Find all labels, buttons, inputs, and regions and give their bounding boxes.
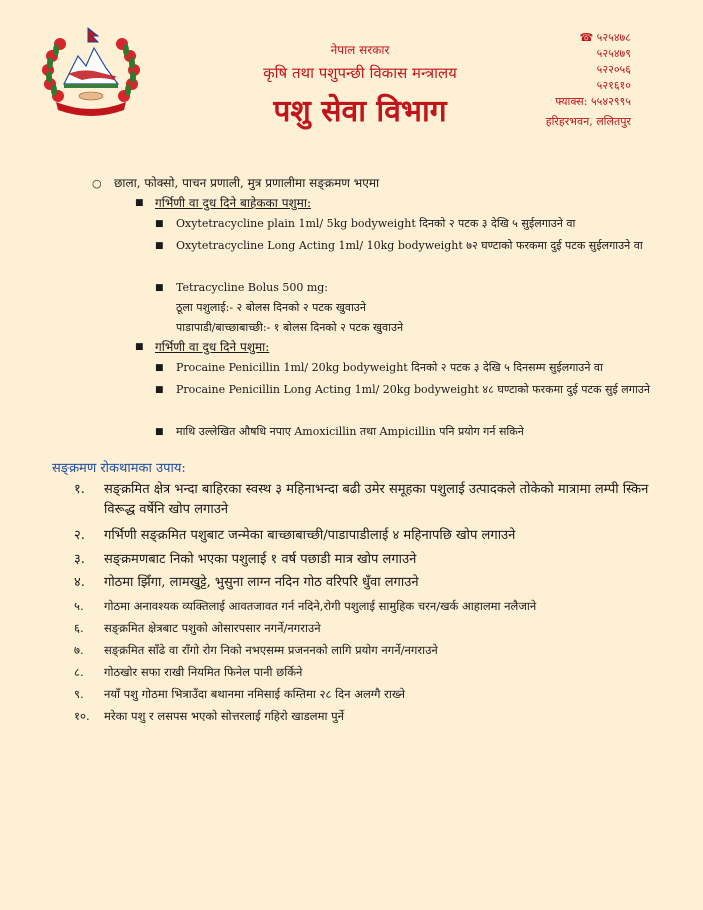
prevention-item: ९. नयाँ पशु गोठमा भित्राउँदा बथानमा नमिसाई कम्तिमा २८ दिन अलग्गै राख्ने — [74, 687, 406, 701]
prevention-item: ७. सङ्‌क्रमित साँढे वा राँगो रोग निको नभएसम्म प्रजननको लागि प्रयोग नगर्ने/नगराउने — [74, 643, 438, 657]
fax-label: फ्याक्स: — [555, 95, 588, 108]
contact-block — [546, 30, 631, 130]
ministry-name: कृषि तथा पशुपन्छी विकास मन्त्रालय — [263, 64, 457, 82]
fax-row — [546, 94, 631, 110]
square-bullet-icon: ■ — [155, 283, 164, 293]
square-bullet-icon: ■ — [135, 198, 144, 208]
list-item: ■ Procaine Penicillin Long Acting 1ml/ 20kg bodyweight ४८ घण्टाको फरकमा दुई पटक सुई लगाउने — [155, 380, 670, 400]
prevention-item: ५. गोठमा अनावश्यक व्यक्तिलाई आवतजावत गर्न नदिने,रोगी पशुलाई सामुहिक चरन/खर्क आहालमा नलैजाने — [74, 599, 537, 613]
office-address: हरिहरभवन, ललितपुर — [545, 115, 631, 128]
list-item-bolus: ■ Tetracycline Bolus 500 mg: ठूला पशुलाई:- २ बोलस दिनको २ पटक खुवाउने पाडापाडी/बाच्छाबाच्छी:- १ बोलस दिनको २ पटक खुवाउने — [155, 278, 670, 338]
square-bullet-icon: ■ — [135, 342, 144, 352]
square-bullet-icon: ■ — [155, 385, 164, 395]
list-item: ■ माथि उल्लेखित औषधि नपाए Amoxicillin तथा Ampicillin पनि प्रयोग गर्न सकिने — [155, 422, 670, 442]
prevention-item: ६. सङ्‌क्रमित क्षेत्रबाट पशुको ओसारपसार नगर्ने/नगराउने — [74, 621, 321, 635]
square-bullet-icon: ■ — [155, 219, 164, 229]
square-bullet-icon: ■ — [155, 363, 164, 373]
prevention-item: १०. मरेका पशु र लसपस भएको सोत्तरलाई गहिरो खाडलमा पुर्ने — [74, 709, 344, 723]
letterhead-title — [200, 40, 520, 134]
list-item: ■ Procaine Penicillin 1ml/ 20kg bodyweight दिनको २ पटक ३ देखि ५ दिनसम्म सुईलगाउने वा — [155, 358, 670, 378]
square-bullet-icon: ■ — [155, 427, 164, 437]
phone-number: ५२१६१० — [596, 79, 631, 92]
prevention-item: २. गर्भिणी सङ्‌क्रमित पशुबाट जन्मेका बाच्छाबाच्छी/पाडापाडीलाई ४ महिनापछि खोप लगाउने — [74, 528, 516, 543]
phone-number: ५२२०५६ — [596, 63, 631, 76]
prevention-item: ४. गोठमा झिँगा, लामखुट्टे, भुसुना लाग्न नदिन गोठ वरिपरि धुँवा लगाउने — [74, 575, 419, 590]
department-name: पशु सेवा विभाग — [273, 94, 447, 129]
prevention-item: ३. सङ्‌क्रमणबाट निको भएका पशुलाई १ वर्ष पछाडी मात्र खोप लगाउने — [74, 552, 417, 567]
prevention-title: सङ्‌क्रमण रोकथामका उपाय: — [52, 461, 186, 476]
list-item: ■ Oxytetracycline Long Acting 1ml/ 10kg bodyweight ७२ घण्टाको फरकमा दुई पटक सुईलगाउने वा — [155, 236, 670, 256]
group2-heading: ■ गर्भिणी वा दुध दिने पशुमा: — [135, 340, 270, 354]
phone-icon: ☎ — [579, 31, 594, 44]
circle-bullet-icon: ○ — [92, 177, 102, 190]
phone-number: ५२५४७८ — [596, 31, 631, 44]
list-item: ■ Oxytetracycline plain 1ml/ 5kg bodyweight दिनको २ पटक ३ देखि ५ सुईलगाउने वा — [155, 214, 670, 234]
phone-number: ५२५४७९ — [596, 47, 631, 60]
prevention-item: १. सङ्‌क्रमित क्षेत्र भन्दा बाहिरका स्वस्थ ३ महिनाभन्दा बढी उमेर समूहका पशुलाई उत्पादकले तोकेको मात्रामा लम्पी स्किन विरूद्ध वर्षेनि खोप लगाउने — [74, 482, 649, 517]
square-bullet-icon: ■ — [155, 241, 164, 251]
government-name: नेपाल सरकार — [330, 43, 390, 57]
fax-number: ५५४२९९५ — [590, 95, 631, 108]
group1-heading: ■ गर्भिणी वा दुध दिने बाहेकका पशुमा: — [135, 196, 312, 210]
infection-heading: ○ छाला, फोक्सो, पाचन प्रणाली, मुत्र प्रणालीमा सङ्‌क्रमण भएमा — [92, 176, 380, 190]
prevention-item: ८. गोठखोर सफा राखी नियमित फिनेल पानी छर्किने — [74, 665, 303, 679]
nepal-emblem-logo — [38, 26, 144, 118]
phone-row — [546, 30, 631, 46]
